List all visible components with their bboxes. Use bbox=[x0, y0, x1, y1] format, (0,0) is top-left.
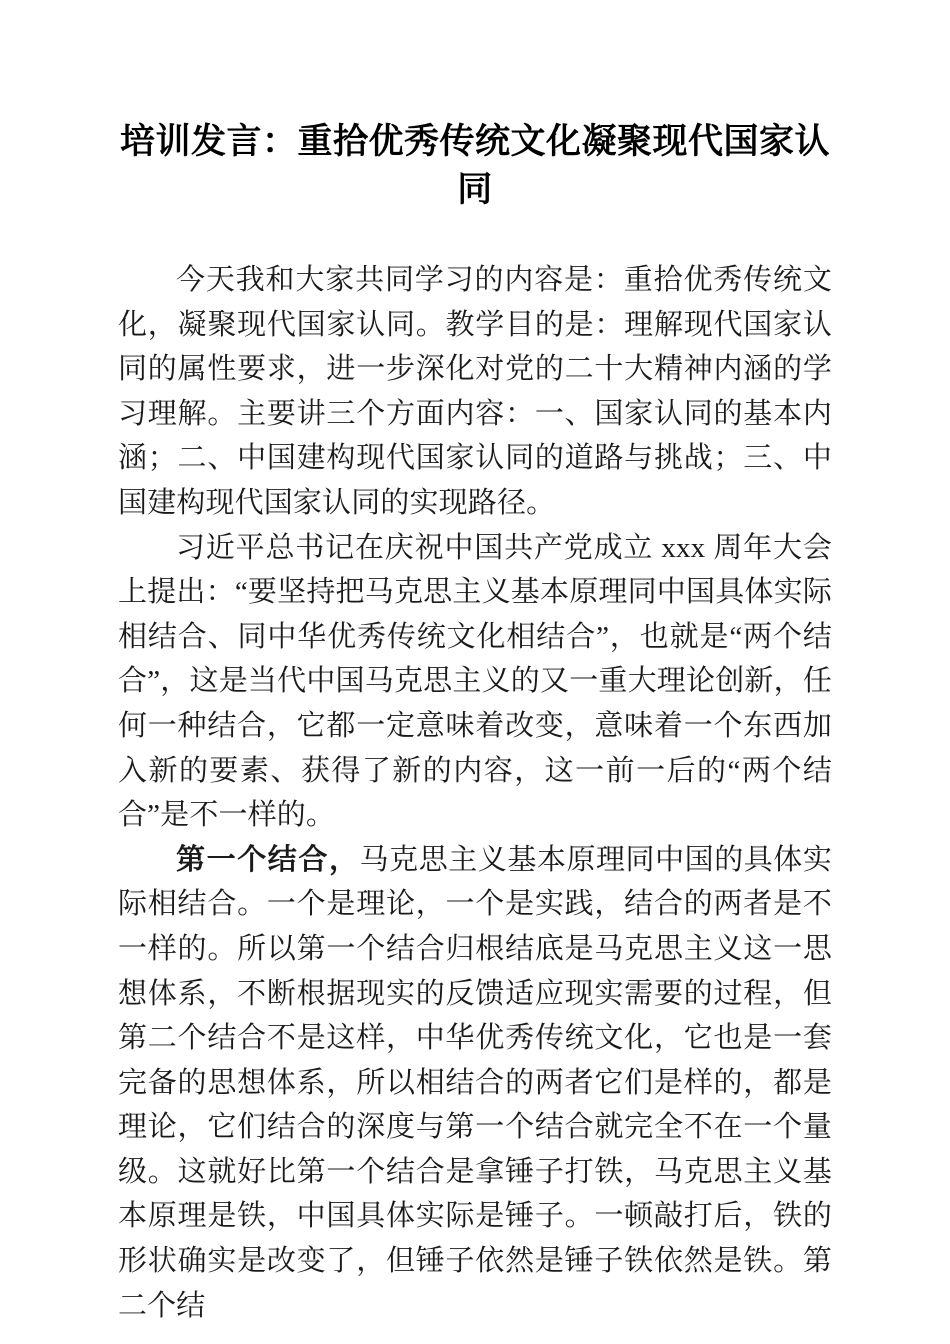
paragraph-2-text: 习近平总书记在庆祝中国共产党成立 xxx 周年大会上提出：“要坚持把马克思主义基本原理同中国具体实际相结合、同中华优秀传统文化相结合”，也就是“两个结合”，这是当代中国马克思主义的又一重大理论创新，任何一种结合，它都一定意味着改变，意味着一个东西加入新的要素、获得了新的内容，这一前一后的“两个结合”是不一样的。 bbox=[118, 531, 832, 832]
page-title: 培训发言：重拾优秀传统文化凝聚现代国家认同 bbox=[119, 122, 830, 209]
paragraph-3-text: 马克思主义基本原理同中国的具体实际相结合。一个是理论，一个是实践，结合的两者是不一样的。所以第一个结合归根结底是马克思主义这一思想体系，不断根据现实的反馈适应现实需要的过程，但第二个结合不是这样，中华优秀传统文化，它也是一套完备的思想体系，所以相结合的两者它们是样的，都是理论，它们结合的深度与第一个结合就完全不在一个量级。这就好比第一个结合是拿锤子打铁，马克思主义基本原理是铁，中国具体实际是锤子。一顿敲打后，铁的形状确实是改变了，但锤子依然是锤子铁依然是铁。第二个结 bbox=[118, 843, 833, 1322]
page-content-area bbox=[118, 0, 832, 1328]
paragraph-3-lead: 第一个结合， bbox=[176, 843, 360, 876]
paragraph-1-text: 今天我和大家共同学习的内容是：重拾优秀传统文化，凝聚现代国家认同。教学目的是：理解现代国家认同的属性要求，进一步深化对党的二十大精神内涵的学习理解。主要讲三个方面内容：一、国家认同的基本内涵；二、中国建构现代国家认同的道路与挑战；三、中国建构现代国家认同的实现路径。 bbox=[118, 264, 832, 519]
paragraph-1 bbox=[118, 258, 832, 526]
document-body bbox=[118, 258, 832, 1328]
paragraph-3 bbox=[118, 838, 832, 1329]
paragraph-2 bbox=[118, 526, 832, 838]
